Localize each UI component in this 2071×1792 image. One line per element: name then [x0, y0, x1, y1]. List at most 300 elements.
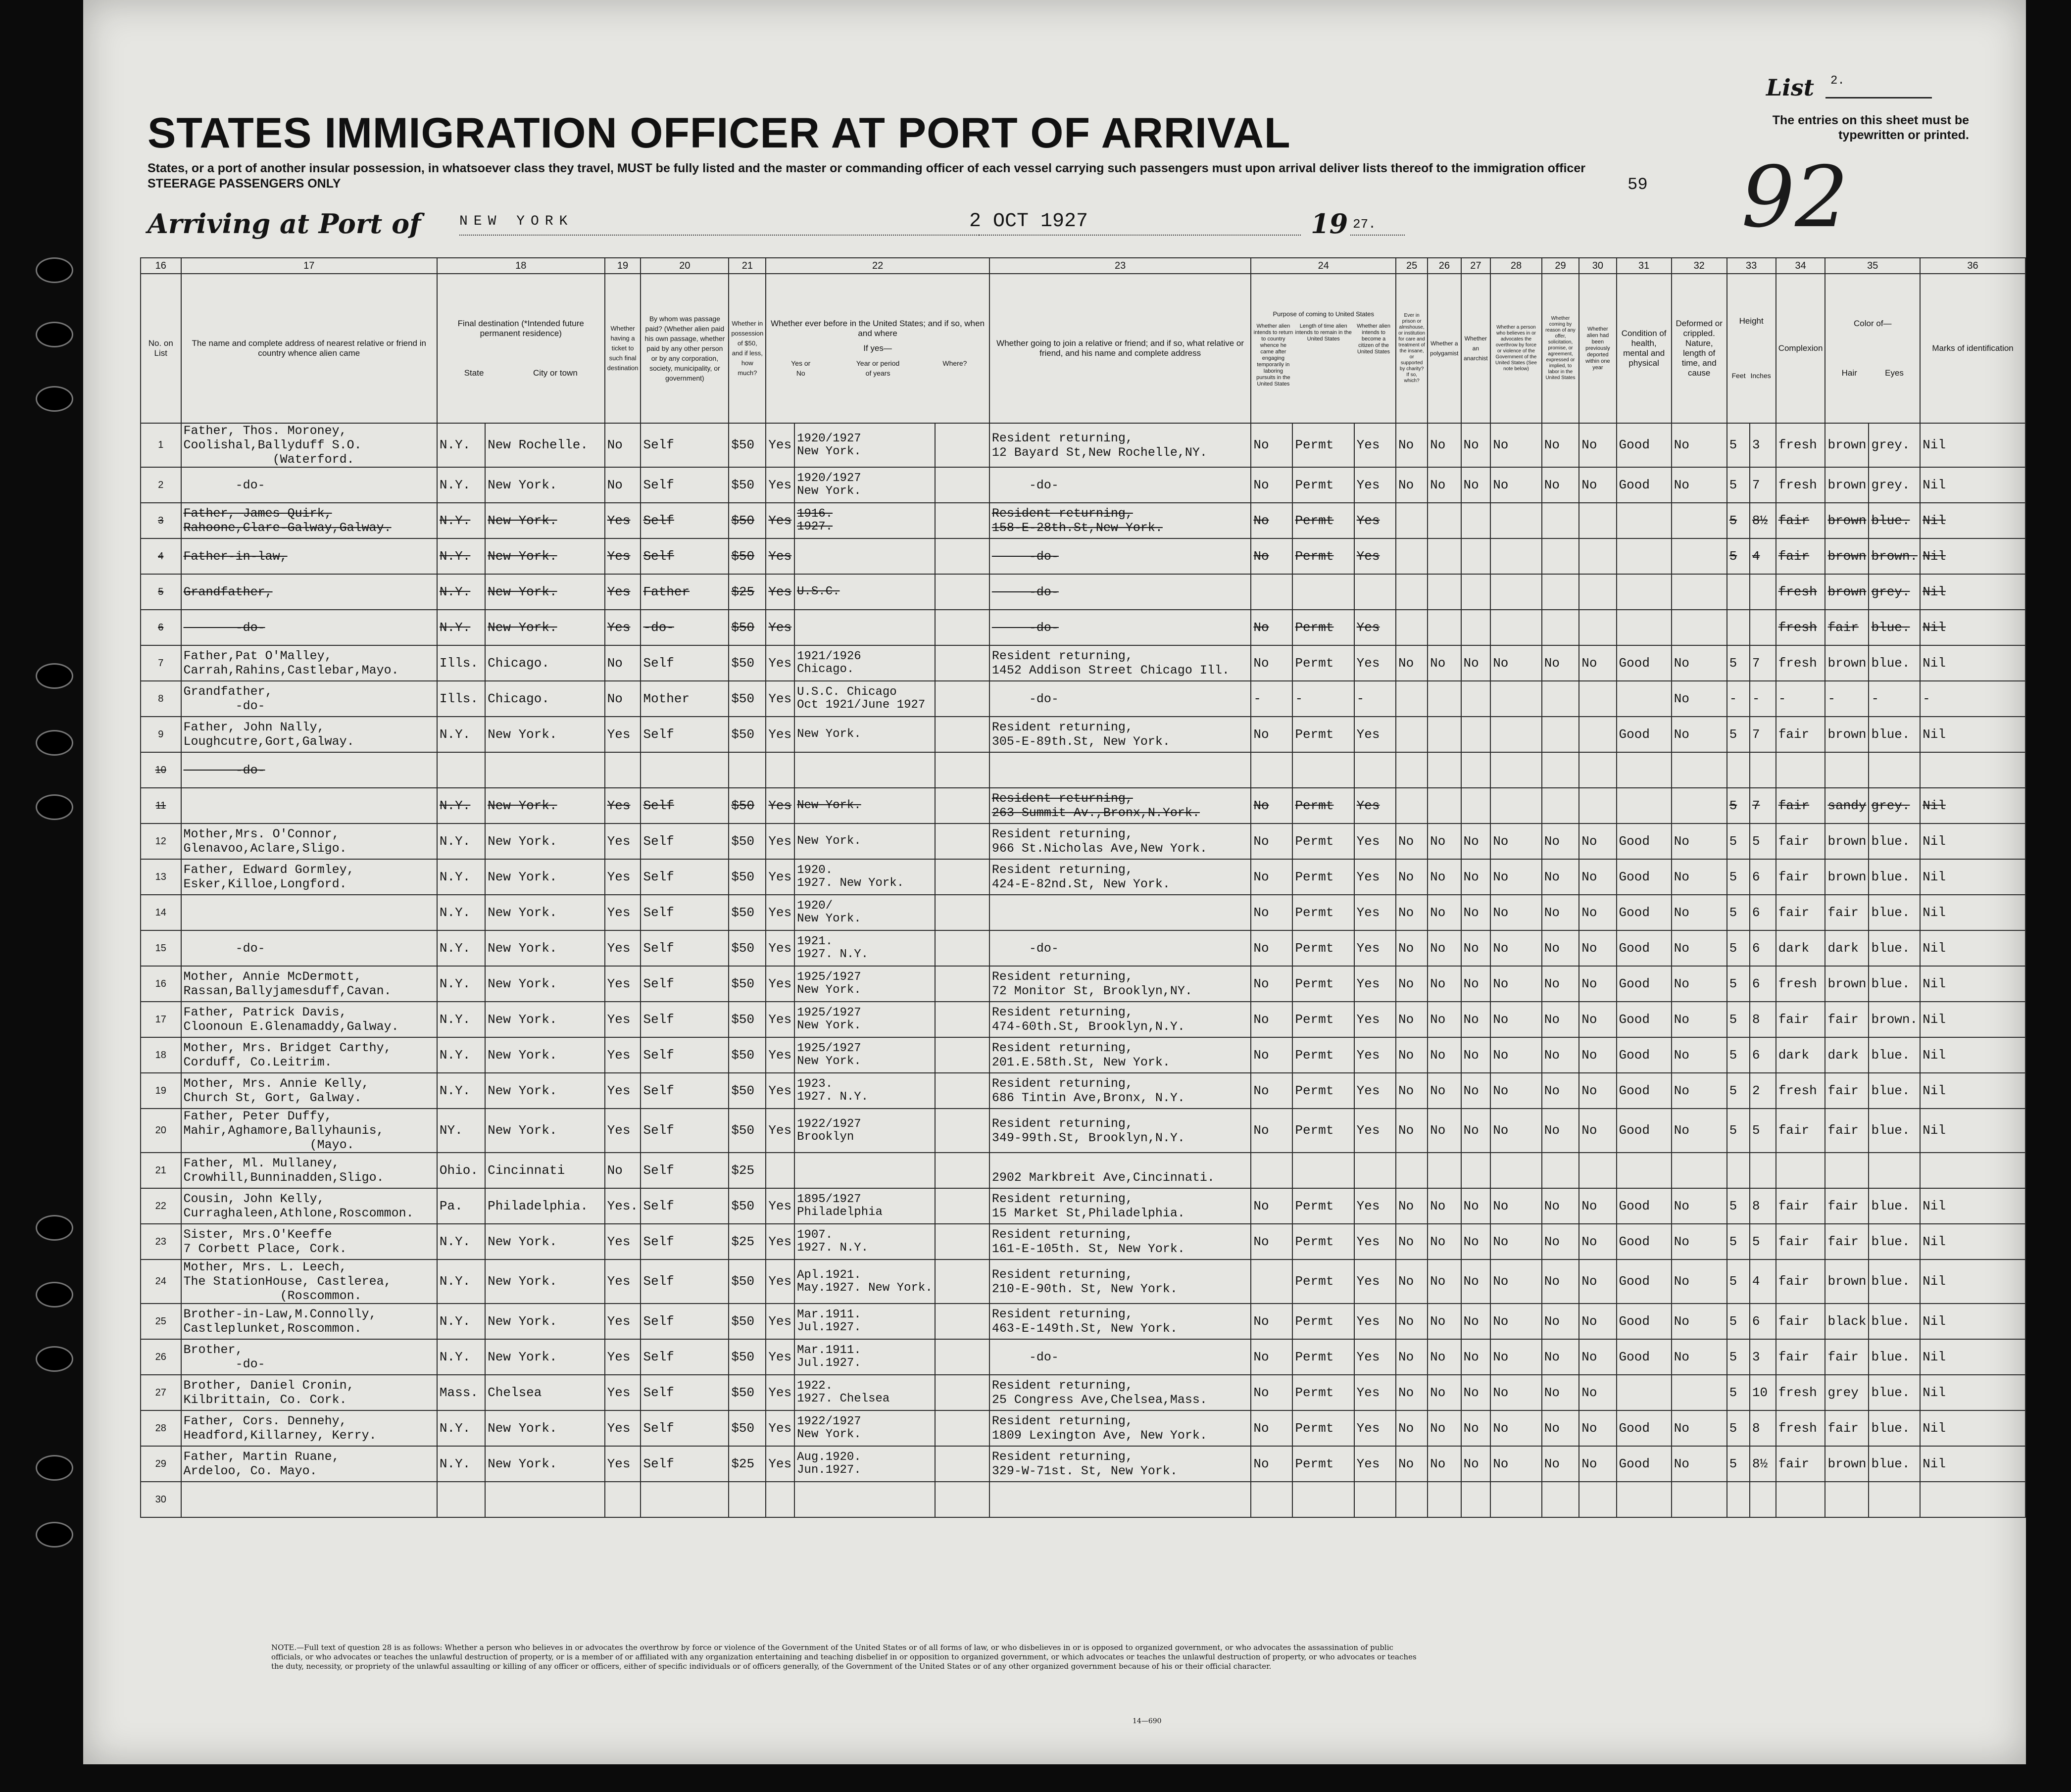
joining-cell: Resident returning, 161-E-105th. St, New York.	[989, 1224, 1251, 1259]
citizen-intent-cell: Yes	[1354, 895, 1396, 930]
header-overthrow: Whether a person who believes in or advocates the overthrow by force or violence of the Government of the United States (See note below)	[1490, 274, 1542, 423]
ticket-cell: Yes	[605, 859, 641, 895]
polygamist-cell: No	[1428, 1037, 1461, 1073]
ever-in-us-cell: Yes	[766, 1188, 794, 1224]
labor-offer-cell: No	[1542, 423, 1579, 467]
eyes-cell: grey.	[1869, 423, 1920, 467]
marks-cell	[1920, 752, 2025, 788]
header-length-of-stay: Length of time alien intends to remain in the United States	[1295, 323, 1352, 342]
overthrow-cell: No	[1490, 1224, 1542, 1259]
state-cell: N.Y.	[437, 423, 485, 467]
complexion-cell: fresh	[1776, 423, 1825, 467]
citizen-intent-cell: Yes	[1354, 717, 1396, 752]
relative-address: Cousin, John Kelly, Curraghaleen,Athlone,Roscommon.	[181, 1188, 437, 1224]
complexion-cell: fresh	[1776, 1073, 1825, 1109]
header-joining: Whether going to join a relative or friend; and if so, what relative or friend, and his name and complete address	[989, 274, 1251, 423]
manifest-rows	[141, 423, 2025, 1517]
column-header-row	[141, 274, 2025, 423]
row-number: 10	[141, 752, 181, 788]
years-cell: 1916. 1927.	[794, 503, 935, 538]
header-state: State	[464, 368, 484, 378]
deformed-cell	[1672, 503, 1727, 538]
feet-cell: 5	[1727, 1002, 1750, 1037]
year-prefix: 19	[1311, 208, 1348, 240]
relative-address: -do-	[181, 930, 437, 966]
length-of-stay-cell: Permt	[1292, 859, 1354, 895]
anarchist-cell	[1461, 788, 1491, 823]
state-cell: N.Y.	[437, 895, 485, 930]
complexion-cell: -	[1776, 681, 1825, 717]
inches-cell	[1750, 1482, 1776, 1517]
col-num: 30	[1579, 258, 1616, 274]
relative-address: Father, Thos. Moroney, Coolishal,Ballyduff S.O. (Waterford.	[181, 423, 437, 467]
years-cell: 1925/1927 New York.	[794, 966, 935, 1002]
footer-note: NOTE.—Full text of question 28 is as follows: Whether a person who believes in or advocates the overthrow by force or violence of the Government of the United States or of all forms of law, or who disbelieves in or is opposed to organized government, or who advocates the assassination of public officials, or who advocates or teaches the unlawful destruction of property, or is a member of or affiliated with any organization entertaining and teaching disbelief in or opposition to organized government, or which advocates or teaches the unlawful destruction of property, or who advocates or teaches the duty, necessity, or propriety of the unlawful assaulting or killing of any officer or officers, either of specific individuals or of officers generally, of the Government of the United States or of any other organized government because of his or their official character.	[271, 1643, 1417, 1671]
passage-paid-cell: Mother	[641, 681, 729, 717]
relative-address: -do-	[181, 752, 437, 788]
citizen-intent-cell: Yes	[1354, 1446, 1396, 1482]
health-cell	[1617, 1482, 1672, 1517]
joining-cell: Resident returning, 686 Tintin Ave,Bronx, N.Y.	[989, 1073, 1251, 1109]
ever-in-us-cell: Yes	[766, 966, 794, 1002]
citizen-intent-cell: Yes	[1354, 423, 1396, 467]
hair-cell: -	[1825, 681, 1869, 717]
city-cell: New York.	[485, 895, 604, 930]
binder-hole	[36, 386, 73, 412]
overthrow-cell: No	[1490, 1375, 1542, 1410]
ticket-cell: Yes	[605, 538, 641, 574]
feet-cell: 5	[1727, 1446, 1750, 1482]
binder-hole	[36, 1455, 73, 1481]
col-num: 33	[1727, 258, 1776, 274]
ticket-cell	[605, 1482, 641, 1517]
table-row	[141, 467, 2025, 503]
table-row	[141, 823, 2025, 859]
complexion-cell: fair	[1776, 1109, 1825, 1153]
polygamist-cell: No	[1428, 1339, 1461, 1375]
joining-cell: -do-	[989, 574, 1251, 610]
table-row	[141, 1482, 2025, 1517]
polygamist-cell: No	[1428, 645, 1461, 681]
deformed-cell: No	[1672, 1037, 1727, 1073]
feet-cell: 5	[1727, 895, 1750, 930]
prison-cell: No	[1396, 1109, 1428, 1153]
length-of-stay-cell: Permt	[1292, 930, 1354, 966]
feet-cell: -	[1727, 681, 1750, 717]
feet-cell: 5	[1727, 1410, 1750, 1446]
overthrow-cell	[1490, 503, 1542, 538]
deported-cell: No	[1579, 1375, 1616, 1410]
deformed-cell: No	[1672, 423, 1727, 467]
city-cell: New York.	[485, 823, 604, 859]
ticket-cell	[605, 752, 641, 788]
where-cell	[935, 1410, 989, 1446]
eyes-cell: blue.	[1869, 966, 1920, 1002]
polygamist-cell: No	[1428, 467, 1461, 503]
complexion-cell: fair	[1776, 823, 1825, 859]
table-row	[141, 788, 2025, 823]
city-cell: New Rochelle.	[485, 423, 604, 467]
ever-in-us-cell: Yes	[766, 467, 794, 503]
complexion-cell	[1776, 1153, 1825, 1188]
state-cell: N.Y.	[437, 859, 485, 895]
ever-in-us-cell: Yes	[766, 1259, 794, 1304]
header-year-period: Year or period of years	[856, 359, 900, 377]
feet-cell: 5	[1727, 1259, 1750, 1304]
ever-in-us-cell: Yes	[766, 503, 794, 538]
passage-paid-cell: -do-	[641, 610, 729, 645]
length-of-stay-cell: Permt	[1292, 423, 1354, 467]
binder-hole	[36, 322, 73, 347]
deformed-cell	[1672, 574, 1727, 610]
marks-cell: Nil	[1920, 538, 2025, 574]
relative-address: Father, Ml. Mullaney, Crowhill,Bunninadden,Sligo.	[181, 1153, 437, 1188]
inches-cell: 4	[1750, 538, 1776, 574]
deformed-cell	[1672, 1375, 1727, 1410]
inches-cell: -	[1750, 681, 1776, 717]
col-num: 19	[605, 258, 641, 274]
money-cell: $50	[729, 1339, 766, 1375]
sheet-number: 92	[1741, 148, 1849, 246]
polygamist-cell	[1428, 538, 1461, 574]
prison-cell: No	[1396, 1446, 1428, 1482]
table-row	[141, 859, 2025, 895]
labor-offer-cell	[1542, 503, 1579, 538]
prison-cell: No	[1396, 966, 1428, 1002]
years-cell: 1907. 1927. N.Y.	[794, 1224, 935, 1259]
deformed-cell: No	[1672, 966, 1727, 1002]
marks-cell: Nil	[1920, 717, 2025, 752]
length-of-stay-cell: Permt	[1292, 467, 1354, 503]
inches-cell: 5	[1750, 1109, 1776, 1153]
row-number: 27	[141, 1375, 181, 1410]
passage-paid-cell: Self	[641, 966, 729, 1002]
deported-cell: No	[1579, 1446, 1616, 1482]
return-intent-cell: No	[1251, 1304, 1292, 1339]
labor-offer-cell: No	[1542, 1109, 1579, 1153]
hair-cell: brown	[1825, 859, 1869, 895]
header-color	[1825, 274, 1920, 423]
return-intent-cell: No	[1251, 1002, 1292, 1037]
binder-hole	[36, 1346, 73, 1372]
deported-cell	[1579, 1482, 1616, 1517]
city-cell	[485, 1482, 604, 1517]
state-cell: N.Y.	[437, 1304, 485, 1339]
state-cell: N.Y.	[437, 1259, 485, 1304]
anarchist-cell	[1461, 1153, 1491, 1188]
where-cell	[935, 1224, 989, 1259]
labor-offer-cell: No	[1542, 966, 1579, 1002]
deformed-cell	[1672, 752, 1727, 788]
marks-cell	[1920, 1153, 2025, 1188]
marks-cell: Nil	[1920, 1410, 2025, 1446]
labor-offer-cell	[1542, 752, 1579, 788]
feet-cell: 5	[1727, 1037, 1750, 1073]
row-number: 3	[141, 503, 181, 538]
deformed-cell: No	[1672, 823, 1727, 859]
length-of-stay-cell: Permt	[1292, 1224, 1354, 1259]
row-number: 16	[141, 966, 181, 1002]
marks-cell: Nil	[1920, 859, 2025, 895]
money-cell: $50	[729, 610, 766, 645]
deported-cell	[1579, 574, 1616, 610]
table-row	[141, 966, 2025, 1002]
citizen-intent-cell: Yes	[1354, 503, 1396, 538]
table-row	[141, 1073, 2025, 1109]
joining-cell: -do-	[989, 467, 1251, 503]
anarchist-cell: No	[1461, 1375, 1491, 1410]
years-cell	[794, 1153, 935, 1188]
col-num: 20	[641, 258, 729, 274]
polygamist-cell	[1428, 717, 1461, 752]
marks-cell: -	[1920, 681, 2025, 717]
header-final-destination	[437, 274, 605, 423]
health-cell	[1617, 574, 1672, 610]
joining-cell: Resident returning, 349-99th.St, Brooklyn,N.Y.	[989, 1109, 1251, 1153]
entries-note: The entries on this sheet must be typewritten or printed.	[1772, 113, 1969, 142]
relative-address: Father, Peter Duffy, Mahir,Aghamore,Ballyhaunis, (Mayo.	[181, 1109, 437, 1153]
length-of-stay-cell: Permt	[1292, 966, 1354, 1002]
complexion-cell: fair	[1776, 1259, 1825, 1304]
table-row	[141, 1375, 2025, 1410]
inches-cell: 2	[1750, 1073, 1776, 1109]
hair-cell: fair	[1825, 895, 1869, 930]
overthrow-cell: No	[1490, 1304, 1542, 1339]
feet-cell: 5	[1727, 1188, 1750, 1224]
marks-cell: Nil	[1920, 823, 2025, 859]
ever-in-us-cell: Yes	[766, 1375, 794, 1410]
labor-offer-cell	[1542, 1153, 1579, 1188]
row-number: 23	[141, 1224, 181, 1259]
relative-address: Brother, -do-	[181, 1339, 437, 1375]
passage-paid-cell: Self	[641, 1410, 729, 1446]
state-cell: N.Y.	[437, 467, 485, 503]
feet-cell: 5	[1727, 1224, 1750, 1259]
length-of-stay-cell: Permt	[1292, 1410, 1354, 1446]
deported-cell: No	[1579, 1073, 1616, 1109]
row-number: 8	[141, 681, 181, 717]
city-cell: New York.	[485, 1073, 604, 1109]
feet-cell: 5	[1727, 1304, 1750, 1339]
passage-paid-cell: Self	[641, 1224, 729, 1259]
citizen-intent-cell: Yes	[1354, 1339, 1396, 1375]
row-number: 17	[141, 1002, 181, 1037]
feet-cell	[1727, 1482, 1750, 1517]
row-number: 6	[141, 610, 181, 645]
polygamist-cell	[1428, 681, 1461, 717]
city-cell: New York.	[485, 1259, 604, 1304]
citizen-intent-cell: Yes	[1354, 930, 1396, 966]
eyes-cell: grey.	[1869, 788, 1920, 823]
inches-cell: 8	[1750, 1188, 1776, 1224]
money-cell: $50	[729, 1188, 766, 1224]
binder-hole	[36, 730, 73, 756]
ever-in-us-cell	[766, 1153, 794, 1188]
polygamist-cell: No	[1428, 1073, 1461, 1109]
table-row	[141, 1304, 2025, 1339]
city-cell: New York.	[485, 610, 604, 645]
port-value: NEW YORK	[459, 214, 574, 229]
prison-cell: No	[1396, 1259, 1428, 1304]
anarchist-cell: No	[1461, 1037, 1491, 1073]
deported-cell	[1579, 788, 1616, 823]
return-intent-cell	[1251, 1153, 1292, 1188]
ever-in-us-cell: Yes	[766, 1109, 794, 1153]
where-cell	[935, 717, 989, 752]
state-cell: NY.	[437, 1109, 485, 1153]
ever-in-us-cell: Yes	[766, 823, 794, 859]
table-row	[141, 538, 2025, 574]
where-cell	[935, 610, 989, 645]
col-num: 23	[989, 258, 1251, 274]
joining-cell: -do-	[989, 930, 1251, 966]
list-label: List	[1766, 74, 1814, 101]
citizen-intent-cell: Yes	[1354, 859, 1396, 895]
complexion-cell: fair	[1776, 859, 1825, 895]
deported-cell	[1579, 1153, 1616, 1188]
relative-address	[181, 1482, 437, 1517]
relative-address: Grandfather,	[181, 574, 437, 610]
complexion-cell: fair	[1776, 788, 1825, 823]
row-number: 7	[141, 645, 181, 681]
relative-address: Brother-in-Law,M.Connolly, Castleplunket,Roscommon.	[181, 1304, 437, 1339]
health-cell	[1617, 538, 1672, 574]
years-cell: 1925/1927 New York.	[794, 1002, 935, 1037]
anarchist-cell: No	[1461, 930, 1491, 966]
money-cell: $50	[729, 966, 766, 1002]
hair-cell: brown	[1825, 503, 1869, 538]
joining-cell: Resident returning, 12 Bayard St,New Rochelle,NY.	[989, 423, 1251, 467]
ever-in-us-cell: Yes	[766, 717, 794, 752]
return-intent-cell: No	[1251, 717, 1292, 752]
deformed-cell: No	[1672, 1339, 1727, 1375]
length-of-stay-cell: Permt	[1292, 788, 1354, 823]
return-intent-cell: No	[1251, 788, 1292, 823]
return-intent-cell: No	[1251, 1410, 1292, 1446]
where-cell	[935, 752, 989, 788]
labor-offer-cell: No	[1542, 1188, 1579, 1224]
deported-cell: No	[1579, 895, 1616, 930]
deformed-cell: No	[1672, 1073, 1727, 1109]
money-cell: $50	[729, 859, 766, 895]
city-cell: New York.	[485, 503, 604, 538]
manifest-table	[140, 257, 2026, 1518]
col-num: 16	[141, 258, 181, 274]
years-cell: 1921. 1927. N.Y.	[794, 930, 935, 966]
table-row	[141, 645, 2025, 681]
city-cell: Philadelphia.	[485, 1188, 604, 1224]
return-intent-cell: No	[1251, 1109, 1292, 1153]
binder-hole	[36, 663, 73, 689]
ever-in-us-cell: Yes	[766, 645, 794, 681]
anarchist-cell	[1461, 610, 1491, 645]
marks-cell: Nil	[1920, 930, 2025, 966]
passage-paid-cell: Self	[641, 859, 729, 895]
anarchist-cell: No	[1461, 895, 1491, 930]
overthrow-cell: No	[1490, 1188, 1542, 1224]
joining-cell: 2902 Markbreit Ave,Cincinnati.	[989, 1153, 1251, 1188]
anarchist-cell: No	[1461, 1410, 1491, 1446]
ever-in-us-cell: Yes	[766, 538, 794, 574]
inches-cell: 4	[1750, 1259, 1776, 1304]
manifest-page	[83, 0, 2026, 1764]
deformed-cell: No	[1672, 645, 1727, 681]
health-cell: Good	[1617, 1259, 1672, 1304]
health-cell: Good	[1617, 1446, 1672, 1482]
labor-offer-cell: No	[1542, 1339, 1579, 1375]
row-number: 1	[141, 423, 181, 467]
anarchist-cell: No	[1461, 1224, 1491, 1259]
ticket-cell: Yes	[605, 1375, 641, 1410]
relative-address: Mother,Mrs. O'Connor, Glenavoo,Aclare,Sligo.	[181, 823, 437, 859]
health-cell: Good	[1617, 1304, 1672, 1339]
citizen-intent-cell: Yes	[1354, 1410, 1396, 1446]
header-marks: Marks of identification	[1920, 274, 2025, 423]
prison-cell: No	[1396, 859, 1428, 895]
health-cell: Good	[1617, 859, 1672, 895]
years-cell: 1925/1927 New York.	[794, 1037, 935, 1073]
years-cell: 1920/1927 New York.	[794, 467, 935, 503]
city-cell: Chicago.	[485, 645, 604, 681]
labor-offer-cell	[1542, 574, 1579, 610]
complexion-cell: fair	[1776, 1224, 1825, 1259]
year-line	[1350, 235, 1405, 236]
where-cell	[935, 503, 989, 538]
passage-paid-cell: Self	[641, 1339, 729, 1375]
prison-cell	[1396, 681, 1428, 717]
overthrow-cell	[1490, 788, 1542, 823]
citizen-intent-cell: Yes	[1354, 788, 1396, 823]
hair-cell: fair	[1825, 1073, 1869, 1109]
header-ever-in-us-label: Whether ever before in the United States; and if so, when and where	[771, 319, 985, 338]
state-cell: Ohio.	[437, 1153, 485, 1188]
money-cell: $50	[729, 681, 766, 717]
row-number: 21	[141, 1153, 181, 1188]
complexion-cell	[1776, 1482, 1825, 1517]
inches-cell: 6	[1750, 966, 1776, 1002]
joining-cell: Resident returning, 1809 Lexington Ave, New York.	[989, 1410, 1251, 1446]
passage-paid-cell: Self	[641, 930, 729, 966]
relative-address: Father-in-law,	[181, 538, 437, 574]
length-of-stay-cell: Permt	[1292, 1037, 1354, 1073]
polygamist-cell: No	[1428, 859, 1461, 895]
state-cell: N.Y.	[437, 1073, 485, 1109]
ticket-cell: Yes	[605, 930, 641, 966]
passage-paid-cell: Self	[641, 717, 729, 752]
where-cell	[935, 423, 989, 467]
deformed-cell: No	[1672, 1109, 1727, 1153]
inches-cell: 7	[1750, 788, 1776, 823]
overthrow-cell: No	[1490, 423, 1542, 467]
feet-cell: 5	[1727, 859, 1750, 895]
return-intent-cell	[1251, 752, 1292, 788]
overthrow-cell: No	[1490, 1446, 1542, 1482]
marks-cell: Nil	[1920, 1188, 2025, 1224]
labor-offer-cell: No	[1542, 1037, 1579, 1073]
ticket-cell: Yes.	[605, 1188, 641, 1224]
where-cell	[935, 895, 989, 930]
length-of-stay-cell: Permt	[1292, 503, 1354, 538]
city-cell: New York.	[485, 717, 604, 752]
passage-paid-cell: Self	[641, 788, 729, 823]
hair-cell: black	[1825, 1304, 1869, 1339]
health-cell	[1617, 610, 1672, 645]
length-of-stay-cell: Permt	[1292, 1188, 1354, 1224]
ever-in-us-cell: Yes	[766, 1410, 794, 1446]
inches-cell: 8½	[1750, 503, 1776, 538]
money-cell: $50	[729, 1073, 766, 1109]
deported-cell: No	[1579, 1037, 1616, 1073]
